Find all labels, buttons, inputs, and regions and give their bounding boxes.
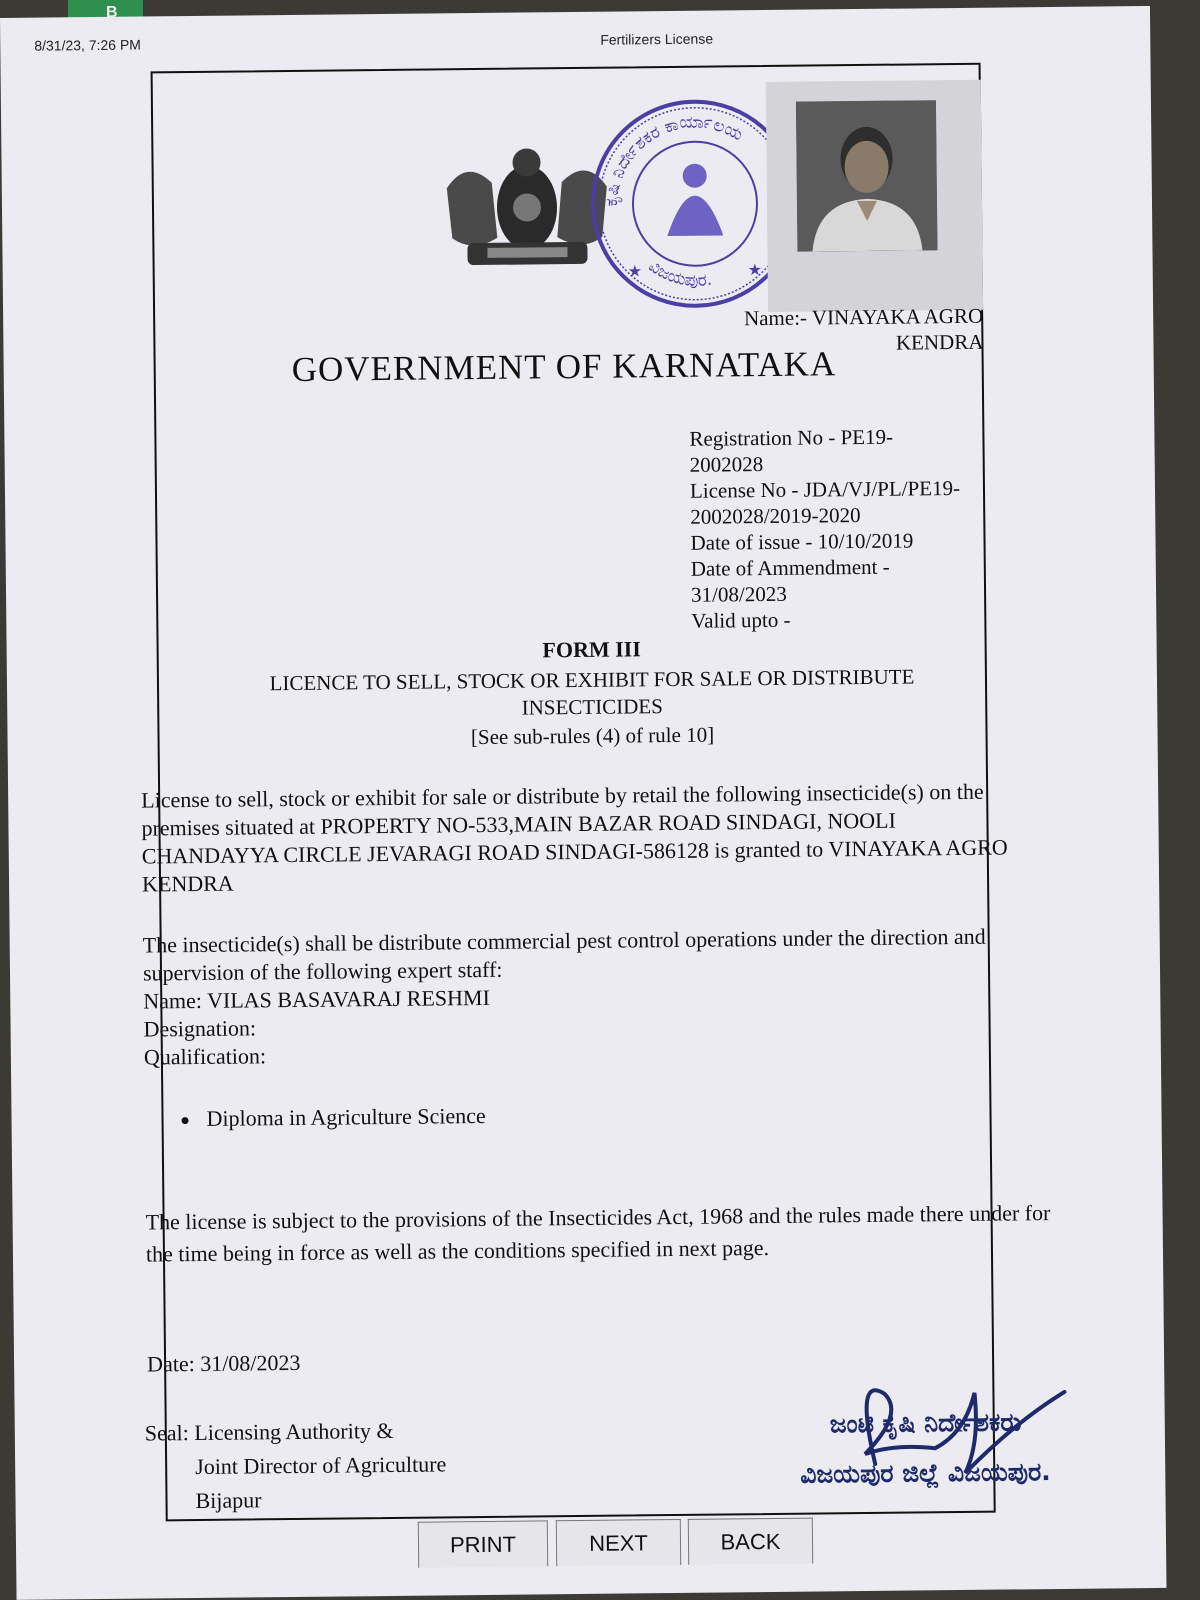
expert-staff-intro: The insecticide(s) shall be distribute commercial pest control operations under the direction and supervision of the following expert staff: (142, 923, 986, 986)
form-subtitle: LICENCE TO SELL, STOCK OR EXHIBIT FOR SALE OR DISTRIBUTE INSECTICIDES (269, 664, 915, 720)
licensee-name-line2: KENDRA (895, 329, 984, 355)
signature-icon (814, 1351, 1136, 1534)
seal-text-bottom: ವಿಜಯಪುರ. (644, 256, 714, 292)
svg-text:★: ★ (627, 263, 643, 281)
license-date: Date: 31/08/2023 (146, 1349, 301, 1377)
back-button[interactable]: BACK (688, 1518, 813, 1565)
license-page (0, 6, 1167, 1600)
next-button[interactable]: NEXT (556, 1519, 681, 1566)
qualification-list-item (181, 1103, 485, 1132)
registration-details (689, 422, 1011, 633)
license-grant-paragraph: License to sell, stock or exhibit for sale or distribute by retail the following insecticide(s) on the premises situated at PROPERTY NO-533,MAIN BAZAR ROAD SINDAGI, NOOLI CHANDAYYA CIRCLE JEVARAGI ROAD SINDAGI-586128 is granted to VINAYAKA AGRO KENDRA (141, 778, 1008, 897)
form-rule-reference: [See sub-rules (4) of rule 10] (470, 722, 715, 750)
svg-text:★: ★ (747, 262, 763, 280)
print-page-title: Fertilizers License (600, 30, 714, 48)
seal-text-top: ಕೃಷಿ ನಿರ್ದೇಶಕರ ಕಾರ್ಯಾಲಯ (601, 112, 747, 207)
license-number: License No - JDA/VJ/PL/PE19- 2002028/2019-2020 (689, 475, 961, 529)
print-button[interactable]: PRINT (418, 1520, 548, 1567)
binder-label: B (106, 4, 118, 21)
expert-name: Name: VILAS BASAVARAJ RESHMI (143, 984, 490, 1014)
expert-qualification: Qualification: (143, 1043, 267, 1070)
date-of-issue: Date of issue - 10/10/2019 (690, 528, 914, 555)
expert-designation: Designation: (143, 1015, 257, 1042)
authority-line2: Joint Director of Agriculture (195, 1451, 447, 1480)
authority-line3: Bijapur (195, 1487, 262, 1514)
licensee-name-line1: Name:- VINAYAKA AGRO (743, 303, 984, 331)
licensee-photo (766, 80, 983, 312)
government-heading: GOVERNMENT OF KARNATAKA (291, 344, 837, 389)
valid-upto: Valid upto - (691, 607, 791, 633)
qualification-text: Diploma in Agriculture Science (206, 1102, 486, 1131)
authority-line1: Seal: Licensing Authority & (144, 1417, 394, 1446)
form-title: FORM III (542, 636, 641, 663)
signature-stamp-line1: ಜಂಟಿ ಕೃಷಿ ನಿರ್ದೇಶಕರು (829, 1407, 1022, 1439)
signature-stamp-line2: ವಿಜಯಪುರ ಜಿಲ್ಲೆ ವಿಜಯಪುರ. (800, 1457, 1051, 1489)
person-photo-icon (796, 100, 938, 251)
bullet-icon (182, 1118, 189, 1125)
date-of-amendment: Date of Ammendment - 31/08/2023 (690, 554, 890, 607)
license-conditions-paragraph: The license is subject to the provisions of the Insecticides Act, 1968 and the rules made there under for the time being in force as well as the conditions specified in next page. (145, 1200, 1051, 1267)
authority-block (145, 1413, 447, 1518)
registration-number: Registration No - PE19- 2002028 (689, 424, 894, 477)
print-timestamp: 8/31/23, 7:26 PM (34, 36, 142, 54)
expert-staff-section (143, 922, 1024, 1071)
